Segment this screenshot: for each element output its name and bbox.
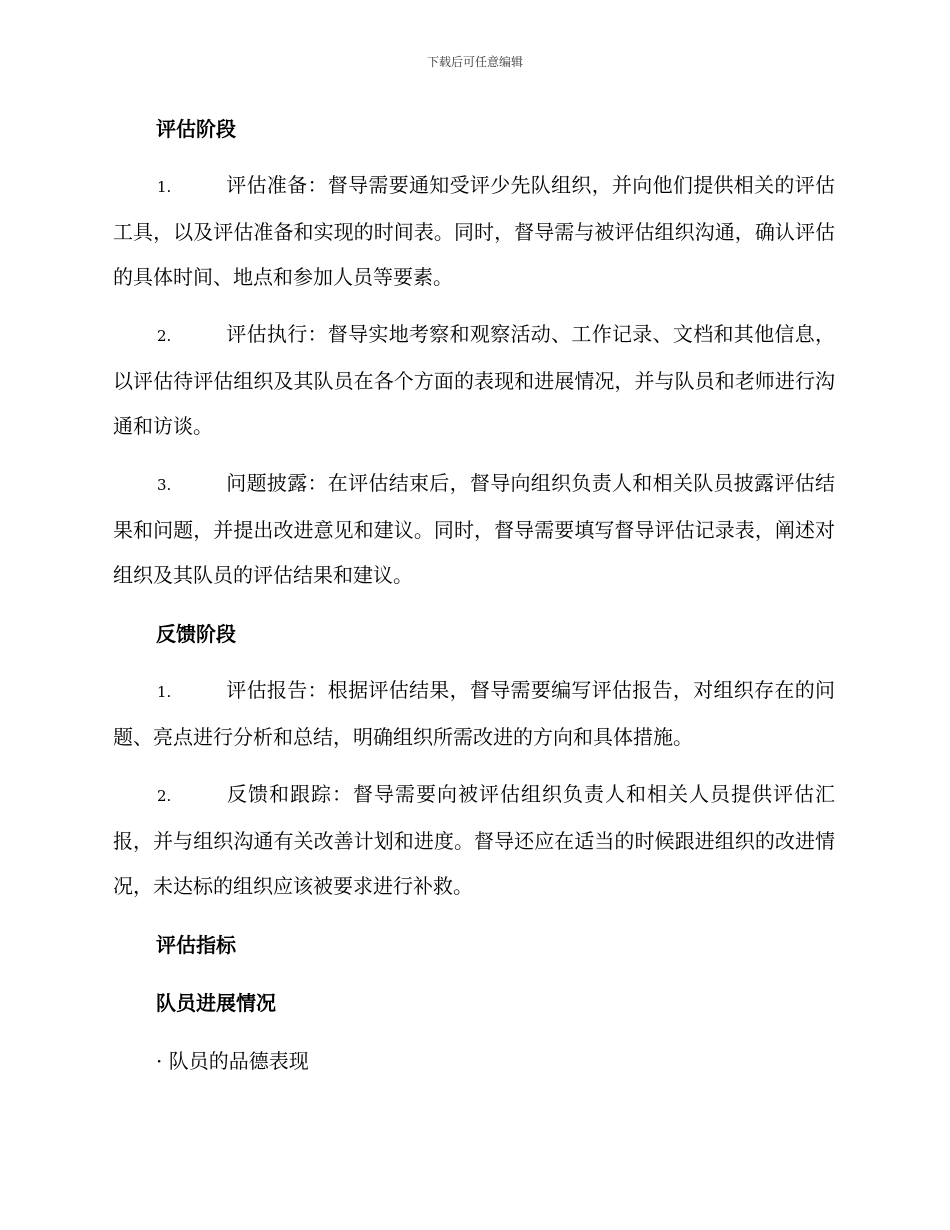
list-item: [113, 668, 835, 760]
bullet-item: · 队员的品德表现: [156, 1049, 309, 1073]
list-item-number: 1.: [157, 683, 172, 701]
list-item-text: 问题披露：在评估结束后，督导向组织负责人和相关队员披露评估结果和问题，并提出改进意见和建议。同时，督导需要填写督导评估记录表，阐述对组织及其队员的评估结果和建议。: [113, 471, 835, 587]
list-item-number: 2.: [157, 327, 172, 345]
list-item-number: 1.: [157, 178, 172, 196]
list-item: [113, 461, 835, 598]
list-item: [113, 312, 835, 449]
list-item-text: 评估报告：根据评估结果，督导需要编写评估报告，对组织存在的问题、亮点进行分析和总结，明确组织所需改进的方向和具体措施。: [113, 678, 835, 749]
page-header: 下载后可任意编辑: [426, 55, 523, 69]
list-item-number: 2.: [157, 787, 172, 805]
section-heading-feedback-stage: 反馈阶段: [156, 622, 236, 646]
list-item-text: 评估执行：督导实地考察和观察活动、工作记录、文档和其他信息，以评估待评估组织及其队员在各个方面的表现和进展情况，并与队员和老师进行沟通和访谈。: [113, 322, 835, 438]
list-item: [113, 163, 835, 300]
section-heading-indicators: 评估指标: [156, 933, 236, 957]
list-item-text: 评估准备：督导需要通知受评少先队组织，并向他们提供相关的评估工具，以及评估准备和实现的时间表。同时，督导需与被评估组织沟通，确认评估的具体时间、地点和参加人员等要素。: [113, 173, 835, 289]
list-item-text: 反馈和跟踪：督导需要向被评估组织负责人和相关人员提供评估汇报，并与组织沟通有关改善计划和进度。督导还应在适当的时候跟进组织的改进情况，未达标的组织应该被要求进行补救。: [113, 782, 835, 898]
document-body: [113, 105, 835, 1085]
list-item: [113, 772, 835, 909]
subheading-member-progress: 队员进展情况: [156, 991, 276, 1015]
section-heading-evaluation-stage: 评估阶段: [156, 117, 236, 141]
list-item-number: 3.: [157, 476, 172, 494]
